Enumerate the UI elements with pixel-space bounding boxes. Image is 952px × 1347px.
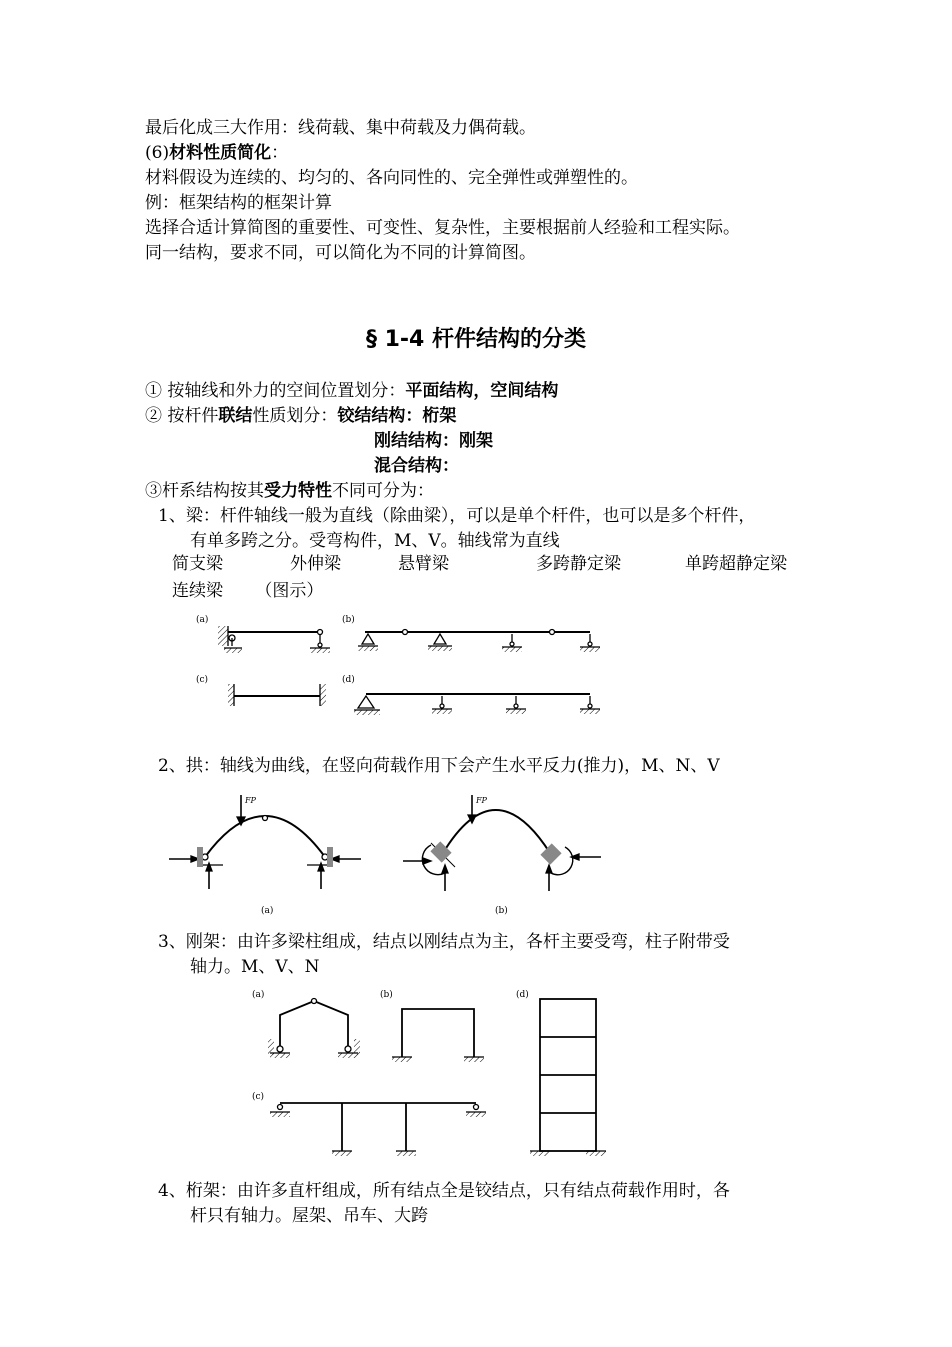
beam-type-multispan: 多跨静定梁 (536, 554, 621, 574)
intro-item-6 (145, 142, 288, 164)
beam-line-1: 1、梁：杆件轴线一般为直线（除曲梁），可以是单个杆件，也可以是多个杆件， (158, 506, 756, 526)
class-2-bold-1: 联结 (218, 406, 253, 426)
class-1 (145, 380, 558, 402)
class-2-prefix: ② 按杆件 (145, 406, 219, 426)
arch-figure (165, 785, 615, 917)
arch-line-1: 2、拱：轴线为曲线，在竖向荷载作用下会产生水平反力(推力)，M、N、V (158, 756, 720, 776)
beam-fig-label-b: (b) (342, 615, 355, 625)
beam-type-cantilever: 悬臂梁 (398, 554, 449, 574)
class-3-bold: 受力特性 (264, 481, 332, 501)
class-2-mid: 性质划分： (252, 406, 338, 426)
frame-line-1: 3、刚架：由许多梁柱组成，结点以刚结点为主，各杆主要受弯，柱子附带受 (158, 932, 730, 952)
beam-b-diagram (358, 630, 600, 653)
class-3-suffix: 不同可分为： (332, 481, 434, 501)
class-3 (145, 480, 434, 502)
arch-fig-label-b: (b) (495, 906, 508, 916)
beam-c-diagram (228, 684, 326, 706)
class-2-mixed: 混合结构： (374, 456, 459, 476)
beam-figure (190, 610, 610, 722)
class-1-bold: 平面结构，空间结构 (405, 381, 559, 401)
frame-d-diagram (530, 999, 606, 1156)
frame-fig-label-b: (b) (380, 990, 393, 1000)
truss-line-1: 4、桁架：由许多直杆组成，所有结点全是铰结点，只有结点荷载作用时，各 (158, 1181, 730, 1201)
beam-fig-label-a: (a) (196, 615, 209, 625)
class-2 (145, 405, 456, 427)
section-title: § 1-4 杆件结构的分类 (365, 327, 587, 352)
intro-line-6: 同一结构，要求不同，可以简化为不同的计算简图。 (145, 243, 536, 263)
frame-c-diagram (270, 1103, 486, 1156)
beam-line-2: 有单多跨之分。受弯构件，M、V。轴线常为直线 (190, 531, 560, 551)
intro-line-5: 选择合适计算简图的重要性、可变性、复杂性，主要根据前人经验和工程实际。 (145, 218, 740, 238)
class-2-bold-2: 铰结结构：桁架 (337, 406, 457, 426)
arch-b-diagram (403, 795, 601, 916)
item6-bold: 材料性质简化 (169, 143, 272, 163)
beam-d-diagram (354, 694, 600, 715)
beam-type-indeterminate: 单跨超静定梁 (685, 554, 787, 574)
arch-a-load-label: FP (245, 796, 256, 805)
frame-fig-label-a: (a) (252, 990, 265, 1000)
truss-line-2: 杆只有轴力。屋架、吊车、大跨 (190, 1206, 428, 1226)
arch-fig-label-a: (a) (261, 906, 274, 916)
beam-fig-label-c: (c) (196, 675, 209, 685)
beam-type-simple: 简支梁 (172, 554, 223, 574)
arch-a-diagram (169, 795, 361, 916)
frame-figure (240, 985, 620, 1160)
intro-line-3: 材料假设为连续的、均匀的、各向同性的、完全弹性或弹塑性的。 (145, 168, 638, 188)
beam-fig-label-d: (d) (342, 675, 355, 685)
frame-b-diagram (392, 1009, 484, 1062)
intro-line-4: 例：框架结构的框架计算 (145, 193, 332, 213)
item6-prefix: (6) (145, 143, 170, 163)
class-3-prefix: ③杆系结构按其 (145, 481, 264, 501)
beam-a-diagram (218, 626, 330, 653)
intro-line-1: 最后化成三大作用：线荷载、集中荷载及力偶荷载。 (145, 118, 536, 138)
beam-type-overhang: 外伸梁 (290, 554, 341, 574)
frame-a-diagram (268, 999, 360, 1059)
frame-line-2: 轴力。M、V、N (190, 957, 320, 977)
class-1-prefix: ① 按轴线和外力的空间位置划分： (145, 381, 406, 401)
frame-fig-label-c: (c) (252, 1092, 265, 1102)
arch-b-load-label: FP (476, 796, 487, 805)
beam-line-4: 连续梁 （图示） (172, 581, 324, 601)
item6-suffix: ： (271, 143, 289, 163)
frame-fig-label-d: (d) (516, 990, 529, 1000)
class-2-rigid: 刚结结构：刚架 (374, 431, 493, 451)
